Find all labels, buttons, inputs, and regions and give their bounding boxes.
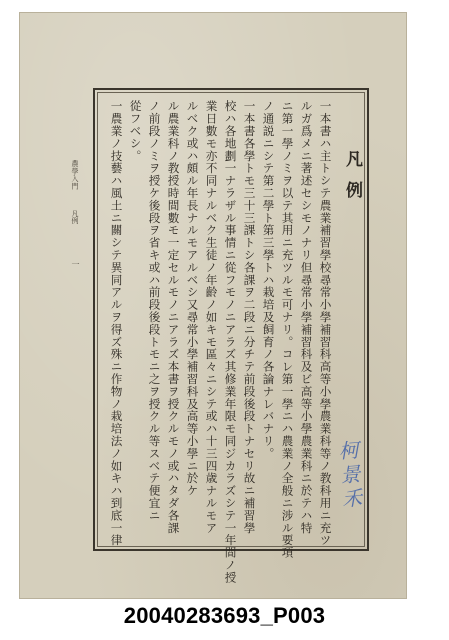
image-id-caption: 20040283693_P003: [123, 603, 326, 628]
body-column-3: ニ第一學ノミヲ以テ其用ニ充ツルモ可ナリ。コレ第一學ニハ農業ノ全般ニ涉ル要項: [280, 100, 295, 559]
body-column-4: ノ通説ニシテ第二學ト第三學トハ栽培及飼育ノ各論ナレバナリ。: [261, 100, 276, 460]
body-column-7: 業日數モ亦不同ナルベク生徒ノ年齡ノ如キモ區々ニシテ或ハ十三四歳ナルモア: [204, 100, 219, 534]
handwritten-signature: 柯景禾: [334, 439, 364, 513]
body-column-9: ル農業科ノ教授時間數モ一定セルモノニアラズ本書ヲ授クルモノ或ハタダ各課: [166, 100, 181, 534]
margin-book-title: 農學入門: [71, 160, 79, 190]
body-column-10: ノ前段ノミヲ授ケ後段ヲ省キ或ハ前段後段トモニ之ヲ授クル等スベテ便宜ニ: [147, 100, 162, 522]
section-heading: 凡例: [342, 150, 362, 212]
body-column-11: 從フベシ。: [128, 100, 143, 162]
body-column-2: ルガ爲メニ著述セシモノナリ但尋常小學補習科及ビ高等小學農業科ニ於テハ特: [299, 100, 314, 534]
body-column-6: 校ハ各地劃一ナラザル事情ニ從フモノニアラズ其修業年限モ同ジカラズシテ一年間ノ授: [223, 100, 238, 584]
body-column-1: 一本書ハ主トシテ農業補習學校尋常小學補習科高等小學農業科等ノ教科用ニ充ツ: [318, 100, 333, 547]
body-column-5: 一本書各學トモ三十三課トシ各課ヲ二段ニ分チテ前段後段トナセリ故ニ補習學: [242, 100, 257, 534]
margin-page-number: 一: [71, 260, 80, 268]
margin-section-label: 凡例: [71, 210, 79, 224]
body-column-12: 一農業ノ技藝ハ風土ニ關シテ異同アルヲ得ズ殊ニ作物ノ栽培法ノ如キハ到底一律: [109, 100, 124, 547]
body-column-8: ルベク或ハ頗ル年長ナルモアルベシ又尋常小學補習科及高等小學ニ於ケ: [185, 100, 200, 497]
